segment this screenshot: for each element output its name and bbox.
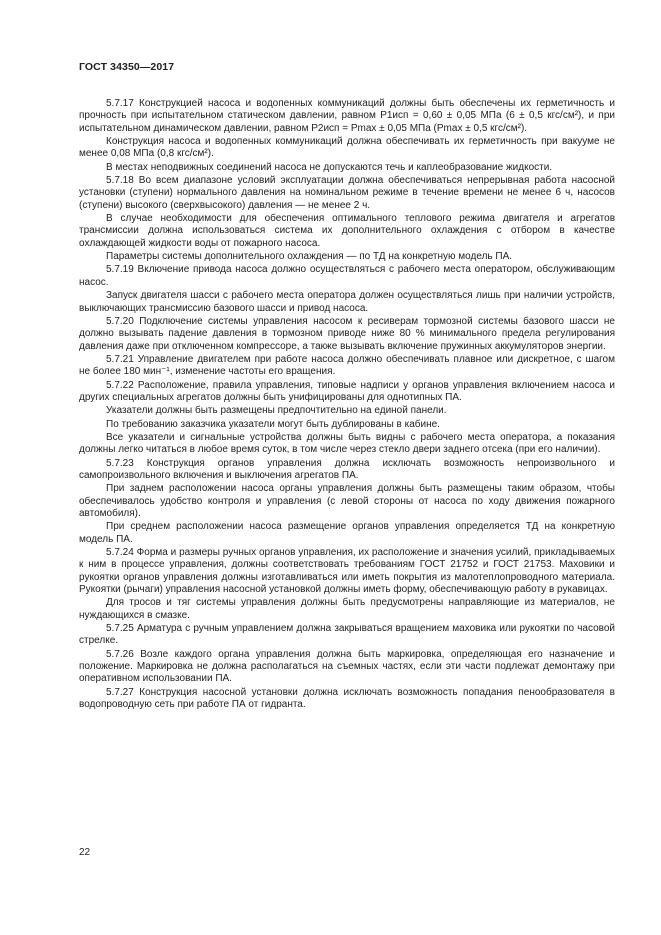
paragraph-5-7-25: 5.7.25 Арматура с ручным управлением должна закрываться вращением маховика или рукоятки по часовой стрелке. [79, 623, 615, 647]
paragraph: В местах неподвижных соединений насоса не допускаются течь и каплеобразование жидкости. [106, 161, 553, 173]
paragraph-5-7-21: 5.7.21 Управление двигателем при работе насоса должно обеспечивать плавное или дискретное, с шагом не более 180 мин⁻¹, изменение частоты его вращения. [79, 353, 615, 378]
document-header: ГОСТ 34350—2017 [79, 61, 175, 73]
paragraph-5-7-24: 5.7.24 Форма и размеры ручных органов управления, их расположение и значения усилий, прикладываемых к ним в процессе управления, должны соответствовать требованиям ГОСТ 21752 и ГОСТ 21753. Маховики и рукоятки органов управления должны изготавливаться или иметь покрытия из малотеплопроводного материала. Рукоятки (рычаги) управления насосной установкой должны иметь форму, обеспечивающую работу в рукавицах. [79, 547, 615, 596]
paragraph: Конструкция насоса и водопенных коммуникаций должна обеспечивать их герметичность при вакууме не менее 0,08 МПа (0,8 кгс/см²). [79, 136, 615, 160]
paragraph-5-7-19: 5.7.19 Включение привода насоса должно осуществляться с рабочего места оператором, обслуживающим насос. [79, 264, 615, 288]
paragraph: При заднем расположении насоса органы управления должны быть размещены таким образом, чтобы обеспечивалось удобство контроля и управления (с левой стороны от насоса по ходу движения пожарного автомобиля). [79, 483, 615, 519]
paragraph: Все указатели и сигнальные устройства должны быть видны с рабочего места оператора, а показания должны легко читаться в любое время суток, в том числе через стекло двери заднего отсека (при его наличии). [79, 431, 615, 456]
paragraph-5-7-27: 5.7.27 Конструкция насосной установки должна исключать возможность попадания пенообразователя в водопроводную сеть при работе ПА от гидранта. [79, 686, 615, 711]
paragraph-5-7-23: 5.7.23 Конструкция органов управления должна исключать возможность непроизвольного и самопроизвольного включения и выключения агрегатов ПА. [79, 457, 615, 481]
paragraph-5-7-17: 5.7.17 Конструкцией насоса и водопенных коммуникаций должны быть обеспечены их герметичность и прочность при испытательном статическом давлении, равном P1исп = 0,60 ± 0,05 МПа (6 ± 0,5 кгс/см²), и при испытательном динамическом давлении, равном P2исп = Pmax ± 0,05 МПа (Pmax ± 0,5 кгс/см²). [79, 98, 615, 134]
paragraph: Указатели должны быть размещены предпочтительно на единой панели. [106, 405, 447, 417]
paragraph-5-7-22: 5.7.22 Расположение, правила управления, типовые надписи у органов управления включением насоса и других специальных агрегатов должны быть унифицированы для однотипных ПА. [79, 379, 615, 403]
paragraph: При среднем расположении насоса размещение органов управления определяется ТД на конкретную модель ПА. [79, 521, 615, 545]
page-number: 22 [79, 847, 91, 858]
document-body [79, 98, 615, 712]
paragraph-5-7-26: 5.7.26 Возле каждого органа управления должна быть маркировка, определяющая его назначение и положение. Маркировка не должна располагаться на съемных частях, если эти части подлежат демонтажу при оперативном использовании ПА. [79, 648, 615, 685]
paragraph: По требованию заказчика указатели могут быть дублированы в кабине. [106, 418, 440, 430]
paragraph: Для тросов и тяг системы управления должны быть предусмотрены направляющие из материалов, не нуждающихся в смазке. [79, 597, 615, 621]
paragraph: Параметры системы дополнительного охлаждения — по ТД на конкретную модель ПА. [106, 251, 513, 263]
paragraph-5-7-20: 5.7.20 Подключение системы управления насосом к ресиверам тормозной системы базового шасси не должно вызывать падение давления в тормозном приводе ниже 80 % минимального предела регулирования давления даже при отключенном компрессоре, а также вызывать включение пружинных аккумуляторов энергии. [79, 315, 615, 352]
paragraph: В случае необходимости для обеспечения оптимального теплового режима двигателя и агрегатов трансмиссии должна использоваться система их дополнительного охлаждения с отбором в качестве охлаждающей жидкости воды от пожарного насоса. [79, 213, 615, 249]
paragraph-5-7-18: 5.7.18 Во всем диапазоне условий эксплуатации должна обеспечиваться непрерывная работа насосной установки (ступени) нормального давления на номинальном режиме в течение времени не менее 6 ч, насосов (ступени) высокого (сверхвысокого) давления — не менее 2 ч. [79, 175, 615, 211]
paragraph: Запуск двигателя шасси с рабочего места оператора должен осуществляться лишь при наличии устройств, выключающих трансмиссию базового шасси и привод насоса. [79, 290, 615, 314]
